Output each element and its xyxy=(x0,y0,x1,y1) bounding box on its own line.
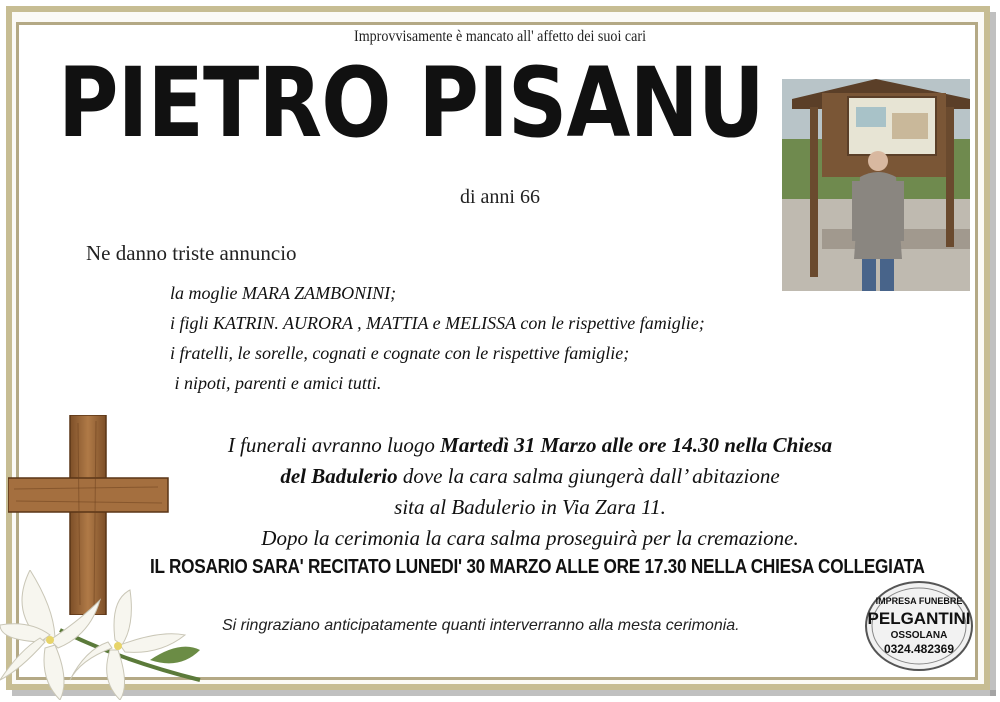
deceased-name: PIETRO PISANU xyxy=(58,47,764,159)
funeral-address: sita al Badulerio in Via Zara 11. xyxy=(394,495,666,519)
relative-line: la moglie MARA ZAMBONINI; xyxy=(170,283,397,303)
funeral-line1-pre: I funerali avranno luogo xyxy=(227,433,441,457)
stamp-name: PELGANTINI xyxy=(867,609,971,628)
deceased-photo xyxy=(782,79,970,291)
announce-text: Ne danno triste annuncio xyxy=(86,241,297,265)
age-text: di anni 66 xyxy=(460,186,540,208)
relative-line: i fratelli, le sorelle, cognati e cognate con le rispettive famiglie; xyxy=(170,343,630,363)
intro-text: Improvvisamente è mancato all' affetto dei suoi cari xyxy=(354,28,646,45)
relatives-list xyxy=(170,278,705,398)
thanks-text: Si ringraziano anticipatamente quanti interverranno alla mesta cerimonia. xyxy=(222,617,740,634)
stamp-top: IMPRESA FUNEBRE xyxy=(875,596,963,606)
rosary-notice: IL ROSARIO SARA' RECITATO LUNEDI' 30 MARZO ALLE ORE 17.30 NELLA CHIESA COLLEGIATA xyxy=(150,556,925,578)
funeral-line2-post: dove la cara salma giungerà dall’ abitazione xyxy=(397,464,780,488)
funeral-cremation: Dopo la cerimonia la cara salma proseguirà per la cremazione. xyxy=(261,526,799,550)
funeral-church: del Badulerio xyxy=(280,464,398,488)
relative-line: i figli KATRIN. AURORA , MATTIA e MELISSA con le rispettive famiglie; xyxy=(170,313,705,333)
funeral-date: Martedì 31 Marzo alle ore 14.30 nella Chiesa xyxy=(440,433,833,457)
relative-line: i nipoti, parenti e amici tutti. xyxy=(170,373,382,393)
stamp-place: OSSOLANA xyxy=(890,630,948,641)
funeral-details xyxy=(170,430,890,554)
stamp-phone: 0324.482369 xyxy=(883,642,955,656)
funeral-home-stamp xyxy=(864,580,974,672)
white-lily-icon xyxy=(0,570,205,700)
frame-shadow-right xyxy=(990,12,996,696)
